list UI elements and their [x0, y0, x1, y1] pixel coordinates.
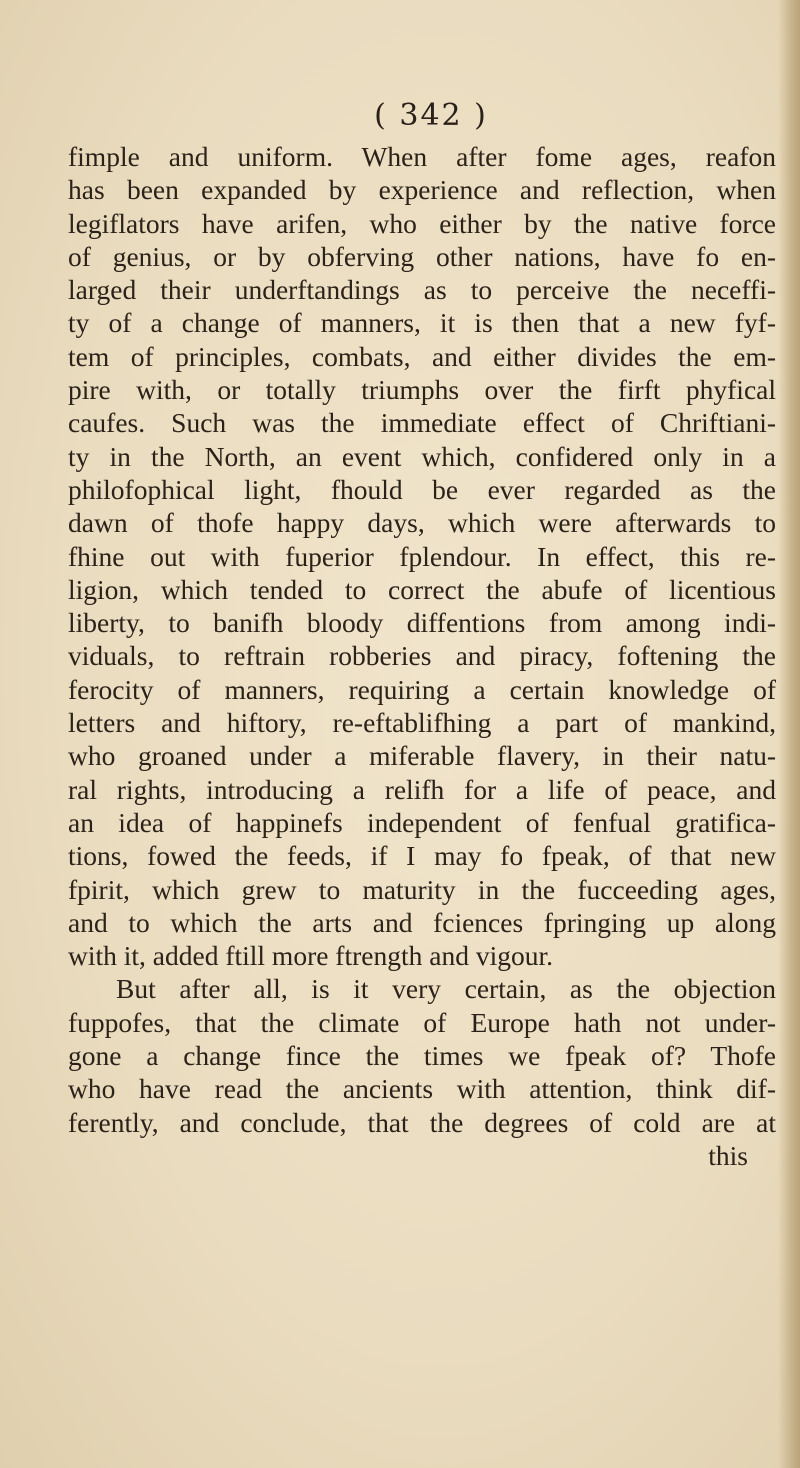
- page-number: ( 342 ): [374, 98, 488, 133]
- text-line: who have read the ancients with attention, think dif-: [68, 1073, 776, 1105]
- text-line: has been expanded by experience and reflection, when: [68, 174, 776, 206]
- page-header: [0, 98, 800, 133]
- text-line: caufes. Such was the immediate effect of Chriftiani-: [68, 407, 776, 439]
- text-line: liberty, to banifh bloody diffentions from among indi-: [68, 607, 776, 639]
- body-text: [68, 140, 776, 1172]
- text-line: philofophical light, fhould be ever regarded as the: [68, 473, 776, 505]
- text-line: letters and hiftory, re-eftablifhing a part of mankind,: [68, 707, 776, 739]
- text-line: ligion, which tended to correct the abufe of licentious: [68, 573, 776, 605]
- text-line: who groaned under a miferable flavery, in their natu-: [68, 740, 776, 772]
- text-line: ferently, and conclude, that the degrees of cold are at: [68, 1106, 776, 1138]
- text-line: an idea of happinefs independent of fenfual gratifica-: [68, 806, 776, 838]
- text-line: dawn of thofe happy days, which were afterwards to: [68, 507, 776, 539]
- text-line: tem of principles, combats, and either divides the em-: [68, 340, 776, 372]
- text-line: fpirit, which grew to maturity in the fucceeding ages,: [68, 873, 776, 905]
- text-line: ferocity of manners, requiring a certain knowledge of: [68, 673, 776, 705]
- text-line: fhine out with fuperior fplendour. In effect, this re-: [68, 540, 776, 572]
- text-line: ty of a change of manners, it is then that a new fyf-: [68, 307, 776, 339]
- text-line: ral rights, introducing a relifh for a life of peace, and: [68, 773, 776, 805]
- text-line: pire with, or totally triumphs over the firft phyfical: [68, 374, 776, 406]
- text-line: gone a change fince the times we fpeak of? Thofe: [68, 1040, 776, 1072]
- text-line: But after all, is it very certain, as the objection: [116, 973, 776, 1005]
- text-line: tions, fowed the feeds, if I may fo fpeak, of that new: [68, 840, 776, 872]
- text-line: fimple and uniform. When after fome ages, reafon: [68, 141, 776, 172]
- page-edge-shadow: [778, 0, 800, 1468]
- catchword: this: [708, 1139, 748, 1171]
- text-line: ty in the North, an event which, confidered only in a: [68, 440, 776, 472]
- paragraph-1: [68, 140, 776, 972]
- text-line: larged their underftandings as to perceive the neceffi-: [68, 274, 776, 306]
- paragraph-2: [68, 972, 776, 1138]
- text-line: legiflators have arifen, who either by the native force: [68, 207, 776, 239]
- text-line: fuppofes, that the climate of Europe hath not under-: [68, 1006, 776, 1038]
- text-line: and to which the arts and fciences fpringing up along: [68, 906, 776, 938]
- text-line: of genius, or by obferving other nations, have fo en-: [68, 240, 776, 272]
- text-line: with it, added ftill more ftrength and vigour.: [68, 940, 553, 972]
- text-line: viduals, to reftrain robberies and piracy, foftening the: [68, 640, 776, 672]
